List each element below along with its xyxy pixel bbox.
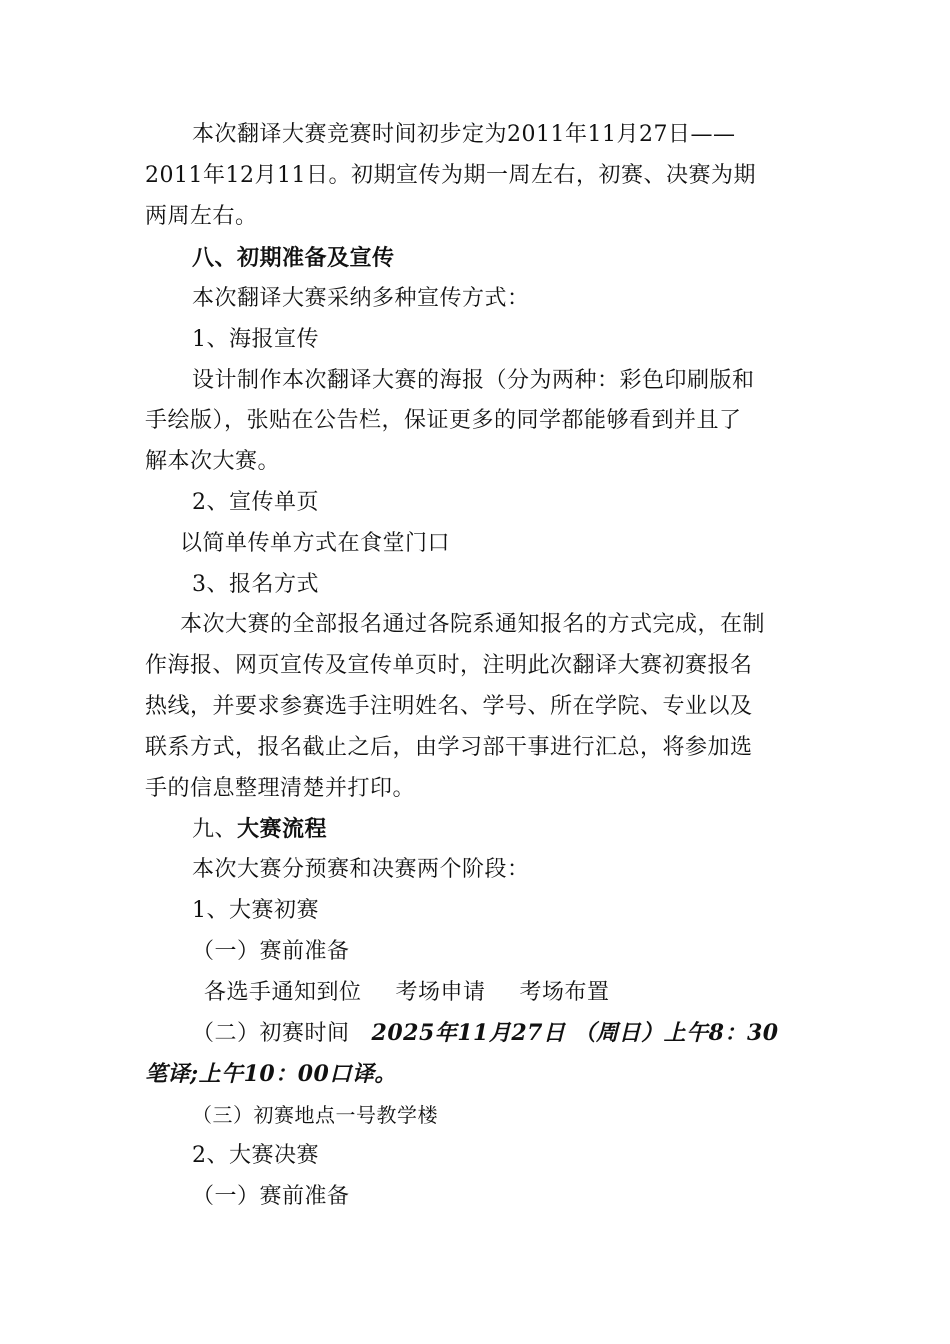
- heading-number: 九、: [192, 817, 238, 842]
- prep-items: [204, 978, 610, 1008]
- sub-item-title: （一）赛前准备: [192, 939, 350, 964]
- section-heading-9: [192, 814, 327, 845]
- paragraph-line: 作海报、网页宣传及宣传单页时，注明此次翻译大赛初赛报名: [145, 653, 753, 678]
- paragraph-line: 两周左右。: [145, 204, 258, 229]
- prep-item: 各选手通知到位: [204, 980, 362, 1005]
- paragraph-line: 手的信息整理清楚并打印。: [145, 776, 416, 801]
- list-item-title: 2、大赛决赛: [192, 1143, 319, 1168]
- list-item-title: 3、报名方式: [192, 572, 319, 597]
- paragraph-line: 手绘版），张贴在公告栏，保证更多的同学都能够看到并且了: [145, 408, 742, 433]
- list-item-title: 1、大赛初赛: [192, 898, 319, 923]
- time-label: （二）初赛时间: [192, 1021, 350, 1046]
- list-item-title: 1、海报宣传: [192, 327, 319, 352]
- paragraph-line: 本次大赛的全部报名通过各院系通知报名的方式完成，在制: [180, 612, 766, 637]
- paragraph-line: 以简单传单方式在食堂门口: [180, 531, 451, 556]
- paragraph-line: 解本次大赛。: [145, 449, 281, 474]
- paragraph-line: 本次大赛分预赛和决赛两个阶段：: [192, 857, 530, 882]
- sub-item-title: （一）赛前准备: [192, 1184, 350, 1209]
- list-item-title: 2、宣传单页: [192, 490, 319, 515]
- location-line: （三）初赛地点一号教学楼: [192, 1103, 438, 1127]
- paragraph-line: 本次翻译大赛竞赛时间初步定为2011年11月27日——: [192, 122, 736, 147]
- paragraph-line: 联系方式，报名截止之后，由学习部干事进行汇总，将参加选: [145, 735, 753, 760]
- heading-text: 大赛流程: [237, 816, 328, 842]
- paragraph-line: 2011年12月11日。初期宣传为期一周左右，初赛、决赛为期: [145, 163, 756, 188]
- section-heading-8: 八、初期准备及宣传: [192, 245, 395, 271]
- paragraph-line: 设计制作本次翻译大赛的海报（分为两种：彩色印刷版和: [192, 368, 755, 393]
- prep-item: 考场申请: [395, 980, 486, 1005]
- prep-item: 考场布置: [519, 980, 610, 1005]
- paragraph-line: 热线，并要求参赛选手注明姓名、学号、所在学院、专业以及: [145, 694, 753, 719]
- paragraph-line: 本次翻译大赛采纳多种宣传方式：: [192, 286, 530, 311]
- time-value-continued: 笔译;上午10：00口译。: [145, 1061, 397, 1087]
- time-line: [192, 1018, 779, 1049]
- time-value: 2025年11月27日 （周日）上午8：30: [371, 1020, 779, 1046]
